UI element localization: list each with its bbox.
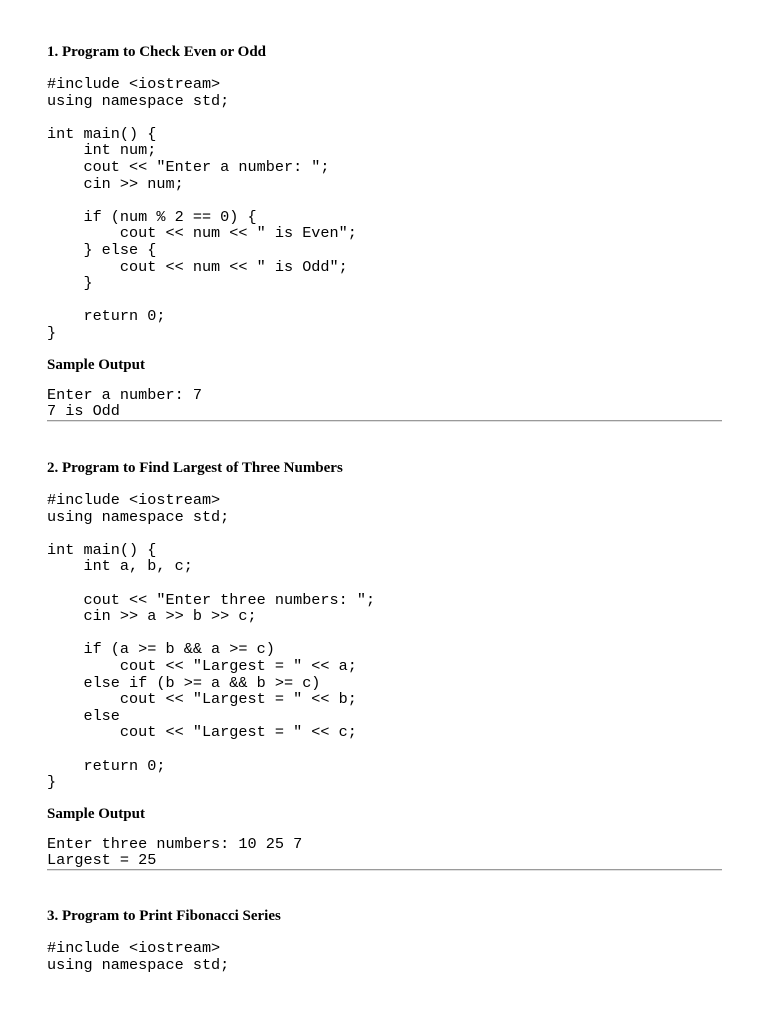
code-block: #include <iostream> using namespace std; — [47, 939, 230, 974]
code-block: #include <iostream> using namespace std; int main() { int a, b, c; cout << "Enter three numbers: "; cin >> a >> b >> c; if (a >= b && a >= c) cout << "Largest = " << a; else if (b >= a && b >= c) cout << "Largest = " << b; else cout << "Largest = " << c; return 0; } — [47, 491, 376, 792]
section-divider — [47, 869, 722, 871]
section-title: 3. Program to Print Fibonacci Series — [47, 908, 281, 924]
section-fibonacci — [47, 907, 281, 973]
section-largest-of-three — [47, 459, 722, 871]
sample-output-block: Enter three numbers: 10 25 7 Largest = 25 — [47, 834, 303, 870]
sample-output-heading: Sample Output — [47, 805, 145, 822]
section-title: 2. Program to Find Largest of Three Numbers — [47, 460, 343, 476]
section-title: 1. Program to Check Even or Odd — [47, 44, 267, 60]
sample-output-block: Enter a number: 7 7 is Odd — [47, 385, 202, 421]
section-even-odd — [47, 43, 722, 422]
section-divider — [47, 420, 722, 422]
code-block: #include <iostream> using namespace std; int main() { int num; cout << "Enter a number: "; cin >> num; if (num % 2 == 0) { cout << num << " is Even"; } else { cout << num << " is Odd"; } return 0; } — [47, 75, 357, 342]
sample-output-heading: Sample Output — [47, 356, 145, 373]
